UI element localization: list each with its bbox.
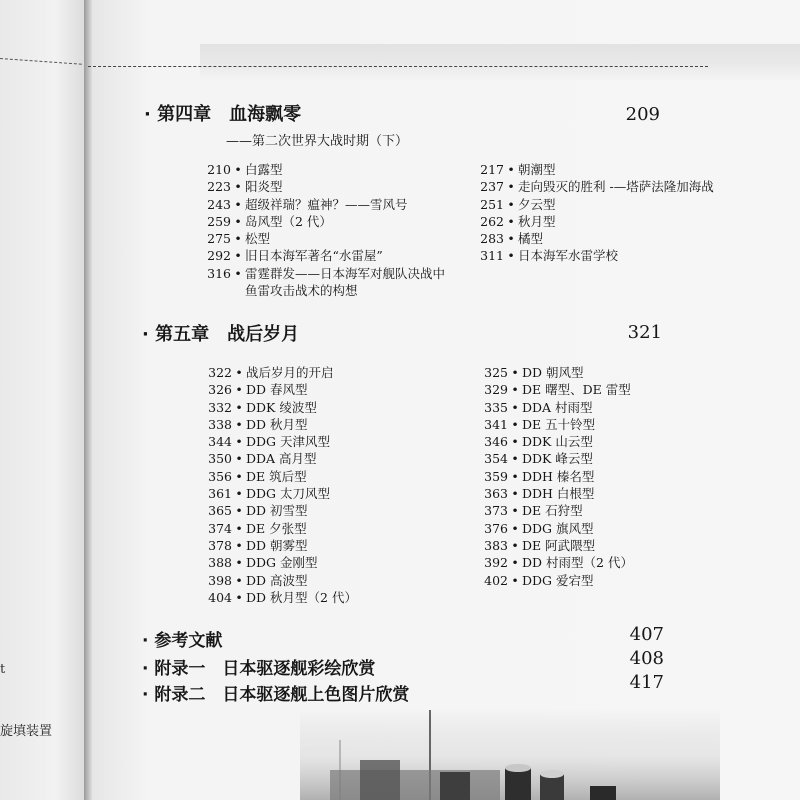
chapter4-heading (144, 100, 301, 126)
toc-entry (204, 415, 357, 432)
toc-entry-page: 374 (208, 520, 232, 536)
chapter4-left-list (203, 160, 445, 298)
toc-entry-title: DDK 峰云型 (522, 451, 593, 467)
toc-entry (480, 432, 633, 449)
toc-entry-bullet: • (507, 196, 515, 212)
toc-entry-title: DE 筑后型 (246, 468, 307, 484)
toc-entry-page: 259 (207, 213, 231, 229)
toc-entry-bullet: • (235, 451, 243, 467)
destroyer-photo (300, 710, 720, 800)
chapter4-right-list (476, 160, 714, 264)
toc-entry-title: 岛风型（2 代） (245, 213, 332, 229)
toc-entry-page: 262 (480, 213, 504, 229)
toc-entry (476, 212, 714, 229)
toc-entry-title: 超级祥瑞？瘟神？——雪风号 (245, 196, 408, 212)
toc-entry (204, 519, 357, 536)
toc-entry-page: 338 (208, 416, 232, 432)
toc-entry-bullet: • (507, 231, 515, 247)
toc-entry-bullet: • (511, 451, 519, 467)
toc-entry-title: DDA 高月型 (246, 451, 317, 467)
toc-entry-bullet: • (511, 382, 519, 398)
toc-entry-bullet: • (234, 248, 242, 264)
toc-entry-bullet: • (511, 365, 519, 380)
toc-entry-page: 341 (484, 416, 508, 432)
toc-entry-title: DDA 村雨型 (522, 399, 593, 415)
toc-entry-page: 344 (208, 434, 232, 450)
toc-entry-bullet: • (235, 382, 243, 398)
back-matter-page: 408 (629, 648, 664, 669)
toc-entry-page: 329 (484, 382, 508, 398)
chapter4-subtitle: ——第二次世界大战时期（下） (226, 134, 409, 149)
toc-entry (480, 398, 633, 415)
toc-entry-bullet: • (234, 179, 242, 195)
toc-entry-bullet: • (234, 162, 242, 177)
back-matter-appendix-1 (142, 654, 375, 679)
toc-entry (476, 195, 714, 212)
toc-entry (480, 536, 633, 553)
toc-entry-bullet: • (511, 555, 519, 571)
toc-entry (480, 571, 633, 588)
toc-entry (204, 467, 357, 484)
toc-entry-page: 404 (208, 589, 232, 605)
back-matter-title: 参考文献 (154, 631, 223, 651)
toc-entry-title: 日本海军水雷学校 (518, 248, 619, 264)
toc-entry-bullet: • (235, 399, 243, 415)
toc-entry-bullet: • (507, 162, 515, 177)
toc-entry-title: DE 夕张型 (246, 520, 307, 536)
toc-entry-page: 251 (480, 196, 504, 212)
toc-entry-page: 392 (484, 555, 508, 571)
toc-entry-title: DDK 山云型 (522, 434, 593, 450)
toc-entry (204, 363, 357, 380)
toc-entry-page: 402 (484, 572, 508, 588)
chapter5-right-list (480, 363, 633, 588)
toc-entry-page: 373 (484, 503, 508, 519)
toc-entry-bullet: • (507, 179, 515, 195)
toc-entry-title: 雷霆群发——日本海军对舰队决战中 (245, 265, 446, 281)
toc-entry-bullet: • (511, 486, 519, 502)
toc-entry-page: 365 (208, 503, 232, 519)
toc-entry-title: DD 春风型 (246, 382, 308, 398)
back-matter-page: 417 (629, 672, 664, 693)
toc-entry-page: 325 (484, 365, 508, 380)
toc-entry (204, 398, 357, 415)
toc-entry-bullet: • (234, 196, 242, 212)
chapter5-left-list (204, 363, 357, 605)
back-matter-appendix-2 (142, 680, 409, 705)
toc-entry (204, 571, 357, 588)
left-margin-text: 旋填装置 (0, 724, 53, 739)
toc-entry-bullet: • (235, 365, 243, 380)
toc-entry-page: 356 (208, 468, 232, 484)
left-page-rule (0, 58, 82, 65)
toc-entry-title: DDK 绫波型 (246, 399, 317, 415)
toc-entry-page: 361 (208, 486, 232, 502)
toc-entry-bullet: • (511, 399, 519, 415)
toc-entry-page: 388 (208, 555, 232, 571)
toc-entry-page: 292 (207, 248, 231, 264)
chapter4-title: 第四章 血海飘零 (157, 104, 302, 125)
toc-entry-bullet: • (234, 213, 242, 229)
toc-entry-title: 秋月型 (518, 213, 556, 229)
left-margin-mark: t (0, 662, 6, 677)
toc-entry-title: DDH 榛名型 (522, 468, 595, 484)
toc-entry-page: 398 (208, 572, 232, 588)
toc-entry-title: DD 秋月型（2 代） (246, 589, 357, 605)
toc-entry-page: 237 (480, 179, 504, 195)
toc-entry-bullet: • (234, 265, 242, 281)
toc-entry-title: 战后岁月的开启 (246, 365, 334, 380)
toc-entry-page: 359 (484, 468, 508, 484)
toc-entry (204, 380, 357, 397)
toc-entry (204, 484, 357, 501)
toc-entry-title: DD 初雪型 (246, 503, 308, 519)
toc-entry-title-continued: 鱼雷攻击战术的构想 (245, 282, 358, 298)
toc-entry (476, 177, 714, 194)
toc-entry-page: 243 (207, 196, 231, 212)
toc-entry (203, 160, 445, 177)
toc-entry-bullet: • (235, 503, 243, 519)
toc-entry-title: DE 阿武隈型 (522, 537, 596, 553)
toc-entry-page: 335 (484, 399, 508, 415)
toc-entry-bullet: • (235, 589, 243, 605)
back-matter-page: 407 (629, 624, 664, 645)
chapter4-page: 209 (625, 104, 660, 125)
toc-entry (480, 501, 633, 518)
toc-entry-bullet: • (235, 537, 243, 553)
toc-entry-page: 217 (480, 162, 504, 177)
toc-entry (204, 501, 357, 518)
back-matter-bullet: · (142, 685, 149, 705)
toc-entry-title: DD 高波型 (246, 572, 308, 588)
toc-entry (203, 229, 445, 246)
back-matter-references (142, 626, 222, 651)
back-matter-title: 附录一 日本驱逐舰彩绘欣赏 (154, 659, 376, 679)
toc-entry-page: 378 (208, 537, 232, 553)
toc-entry-bullet: • (234, 231, 242, 247)
toc-entry-page: 363 (484, 486, 508, 502)
toc-entry (480, 415, 633, 432)
toc-entry-page: 316 (207, 265, 231, 281)
chapter5-bullet: · (142, 324, 149, 345)
toc-entry-page: 311 (480, 248, 504, 264)
toc-entry (203, 246, 445, 263)
toc-entry-page: 376 (484, 520, 508, 536)
toc-entry-page: 332 (208, 399, 232, 415)
toc-entry-page: 383 (484, 537, 508, 553)
toc-entry-title: DDG 太刀风型 (246, 486, 331, 502)
toc-entry (480, 484, 633, 501)
toc-entry (204, 432, 357, 449)
toc-entry-bullet: • (235, 520, 243, 536)
toc-entry-title: DE 五十铃型 (522, 416, 596, 432)
toc-entry (204, 536, 357, 553)
toc-entry-bullet: • (511, 572, 519, 588)
left-page (0, 0, 92, 800)
toc-entry-title: DE 石狩型 (522, 503, 583, 519)
toc-entry-title: DDG 爱宕型 (522, 572, 594, 588)
toc-entry-bullet: • (235, 468, 243, 484)
header-band (200, 44, 800, 80)
toc-entry (203, 264, 445, 298)
toc-entry-title: 走向毁灭的胜利 -—塔萨法隆加海战 (518, 179, 714, 195)
toc-entry-bullet: • (235, 416, 243, 432)
toc-entry-page: 210 (207, 162, 231, 177)
toc-entry (480, 553, 633, 570)
toc-entry-title: 夕云型 (518, 196, 556, 212)
toc-entry-title: DE 曙型、DE 雷型 (522, 382, 631, 398)
toc-entry-title: DD 秋月型 (246, 416, 308, 432)
toc-entry-page: 326 (208, 382, 232, 398)
toc-entry (204, 553, 357, 570)
toc-entry (480, 363, 633, 380)
toc-entry-title: DD 朝雾型 (246, 537, 308, 553)
toc-entry (476, 229, 714, 246)
toc-entry-page: 354 (484, 451, 508, 467)
toc-entry (480, 449, 633, 466)
toc-entry-title: 旧日本海军著名“水雷屋” (245, 248, 383, 264)
toc-entry-title: 阳炎型 (245, 179, 283, 195)
toc-entry-title: 橘型 (518, 231, 544, 247)
chapter5-heading (142, 320, 299, 346)
toc-entry (480, 467, 633, 484)
toc-entry-page: 346 (484, 434, 508, 450)
toc-entry-bullet: • (511, 416, 519, 432)
toc-entry-title: DD 村雨型（2 代） (522, 555, 633, 571)
toc-entry-bullet: • (235, 434, 243, 450)
header-rule (88, 66, 708, 67)
toc-entry (203, 212, 445, 229)
toc-entry-title: DDH 白根型 (522, 486, 595, 502)
toc-entry-bullet: • (507, 248, 515, 264)
back-matter-bullet: · (142, 659, 149, 679)
toc-entry (476, 160, 714, 177)
toc-entry-title: 白露型 (245, 162, 283, 177)
toc-entry-page: 322 (208, 365, 232, 380)
chapter5-page: 321 (627, 322, 662, 343)
toc-entry (204, 588, 357, 605)
toc-entry-page: 275 (207, 231, 231, 247)
toc-entry-bullet: • (511, 434, 519, 450)
toc-entry-title: DDG 天津风型 (246, 434, 331, 450)
toc-entry-title: DDG 旗风型 (522, 520, 594, 536)
toc-entry-bullet: • (511, 537, 519, 553)
toc-entry-title: DDG 金刚型 (246, 555, 318, 571)
toc-entry (203, 195, 445, 212)
toc-entry-bullet: • (235, 572, 243, 588)
toc-entry-page: 350 (208, 451, 232, 467)
toc-entry-bullet: • (507, 213, 515, 229)
toc-entry-title: 朝潮型 (518, 162, 556, 177)
toc-entry-title: DD 朝风型 (522, 365, 584, 380)
toc-entry-page: 283 (480, 231, 504, 247)
toc-entry (480, 519, 633, 536)
toc-entry (203, 177, 445, 194)
toc-entry-page: 223 (207, 179, 231, 195)
toc-entry-bullet: • (235, 486, 243, 502)
chapter4-bullet: · (144, 104, 151, 125)
toc-entry-bullet: • (235, 555, 243, 571)
back-matter-title: 附录二 日本驱逐舰上色图片欣赏 (154, 685, 410, 705)
toc-entry (204, 449, 357, 466)
chapter5-title: 第五章 战后岁月 (155, 324, 300, 345)
toc-entry (476, 246, 714, 263)
toc-entry-bullet: • (511, 468, 519, 484)
back-matter-bullet: · (142, 631, 149, 651)
toc-entry-bullet: • (511, 520, 519, 536)
toc-entry (480, 380, 633, 397)
toc-entry-title: 松型 (245, 231, 271, 247)
toc-entry-bullet: • (511, 503, 519, 519)
